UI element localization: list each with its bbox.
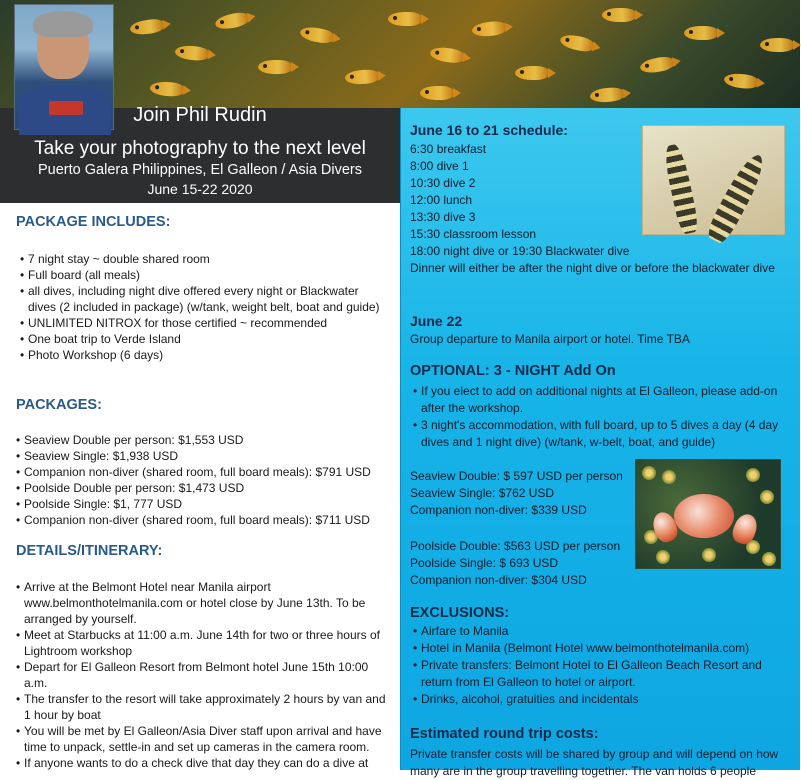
schedule-line: 10:30 dive 2 bbox=[410, 176, 476, 190]
list-item: • Full board (all meals) bbox=[20, 267, 382, 283]
list-item: • Companion non-diver (shared room, full board meals): $711 USD bbox=[16, 512, 394, 528]
list-item: • If anyone wants to do a check dive that day they can do a dive at bbox=[16, 755, 388, 771]
list-item: • Seaview Double per person: $1,553 USD bbox=[16, 432, 394, 448]
schedule-line: Dinner will either be after the night dive or before the blackwater dive bbox=[410, 261, 775, 275]
june22-title: June 22 bbox=[410, 313, 463, 329]
list-item: • Poolside Single: $1, 777 USD bbox=[16, 496, 394, 512]
details-list bbox=[16, 579, 388, 771]
garden-eel-photo bbox=[642, 125, 785, 235]
event-dates: June 15-22 2020 bbox=[147, 181, 253, 197]
list-item: • all dives, including night dive offered every night or Blackwater dives (2 included in package) (w/tank, weight belt, boat and guide) bbox=[20, 283, 382, 315]
price-line: Poolside Single: $ 693 USD bbox=[410, 556, 559, 570]
details-title: DETAILS/ITINERARY: bbox=[16, 543, 163, 559]
optional-list bbox=[413, 383, 793, 451]
optional-title: OPTIONAL: 3 - NIGHT Add On bbox=[410, 363, 616, 379]
list-item: • Companion non-diver (shared room, full board meals): $791 USD bbox=[16, 464, 394, 480]
list-item: • 7 night stay ~ double shared room bbox=[20, 251, 382, 267]
list-item: • Depart for El Galleon Resort from Belmont hotel June 15th 10:00 a.m. bbox=[16, 659, 388, 691]
right-column bbox=[400, 108, 800, 778]
list-item: • You will be met by El Galleon/Asia Diver staff upon arrival and have time to unpack, settle-in and set up cameras in the camera room. bbox=[16, 723, 388, 755]
price-line: Seaview Double: $ 597 USD per person bbox=[410, 469, 623, 483]
list-item: • If you elect to add on additional nights at El Galleon, please add-on after the workshop. bbox=[413, 383, 793, 417]
schedule-line: 13:30 dive 3 bbox=[410, 210, 476, 224]
exclusions-title: EXCLUSIONS: bbox=[410, 605, 510, 621]
package-includes-list bbox=[20, 251, 382, 363]
schedule-list bbox=[410, 141, 775, 277]
packages-title: PACKAGES: bbox=[16, 397, 102, 413]
june22-text: Group departure to Manila airport or hotel. Time TBA bbox=[410, 332, 690, 346]
left-column bbox=[0, 203, 400, 770]
costs-title: Estimated round trip costs: bbox=[410, 726, 599, 742]
schedule-title: June 16 to 21 schedule: bbox=[410, 122, 568, 138]
list-item: • Photo Workshop (6 days) bbox=[20, 347, 382, 363]
poolside-prices bbox=[410, 538, 638, 589]
price-line: Poolside Double: $563 USD per person bbox=[410, 539, 621, 553]
list-item: • Arrive at the Belmont Hotel near Manila airport www.belmonthotelmanila.com or hotel close by June 13th. To be arranged by yourself. bbox=[16, 579, 388, 627]
package-includes-title: PACKAGE INCLUDES: bbox=[16, 214, 171, 230]
exclusions-list bbox=[413, 623, 793, 708]
banner-image bbox=[0, 0, 800, 108]
list-item: • Poolside Double per person: $1,473 USD bbox=[16, 480, 394, 496]
schedule-line: 15:30 classroom lesson bbox=[410, 227, 537, 241]
schedule-line: 12:00 lunch bbox=[410, 193, 473, 207]
list-item: • Meet at Starbucks at 11:00 a.m. June 14th for two or three hours of Lightroom workshop bbox=[16, 627, 388, 659]
costs-text: Private transfer costs will be shared by group and will depend on how many are in the group travelling together. The van holds 6 people bbox=[410, 747, 779, 778]
schedule-line: 8:00 dive 1 bbox=[410, 159, 469, 173]
price-line: Seaview Single: $762 USD bbox=[410, 486, 555, 500]
join-title: Join Phil Rudin bbox=[133, 104, 267, 126]
porcelain-crab-photo bbox=[635, 459, 781, 569]
list-item: • Drinks, alcohol, gratuities and incidentals bbox=[413, 691, 793, 708]
packages-list bbox=[16, 432, 394, 528]
list-item: • Hotel in Manila (Belmont Hotel www.belmonthotelmanila.com) bbox=[413, 640, 793, 657]
list-item: • Private transfers: Belmont Hotel to El Galleon Beach Resort and return from El Galleon to hotel or airport. bbox=[413, 657, 793, 691]
price-line: Companion non-diver: $304 USD bbox=[410, 573, 587, 587]
seaview-prices bbox=[410, 468, 638, 519]
schedule-line: 18:00 night dive or 19:30 Blackwater dive bbox=[410, 244, 630, 258]
list-item: • UNLIMITED NITROX for those certified ~ recommended bbox=[20, 315, 382, 331]
price-line: Companion non-diver: $339 USD bbox=[410, 503, 587, 517]
list-item: • The transfer to the resort will take approximately 2 hours by van and 1 hour by boat bbox=[16, 691, 388, 723]
list-item: • Airfare to Manila bbox=[413, 623, 793, 640]
list-item: • Seaview Single: $1,938 USD bbox=[16, 448, 394, 464]
location: Puerto Galera Philippines, El Galleon / Asia Divers bbox=[38, 162, 362, 178]
list-item: • 3 night's accommodation, with full board, up to 5 dives a day (4 day dives and 1 night dive) (w/tank, w-belt, boat, and guide) bbox=[413, 417, 793, 451]
tagline: Take your photography to the next level bbox=[34, 138, 366, 159]
list-item: • One boat trip to Verde Island bbox=[20, 331, 382, 347]
schedule-line: 6:30 breakfast bbox=[410, 142, 487, 156]
